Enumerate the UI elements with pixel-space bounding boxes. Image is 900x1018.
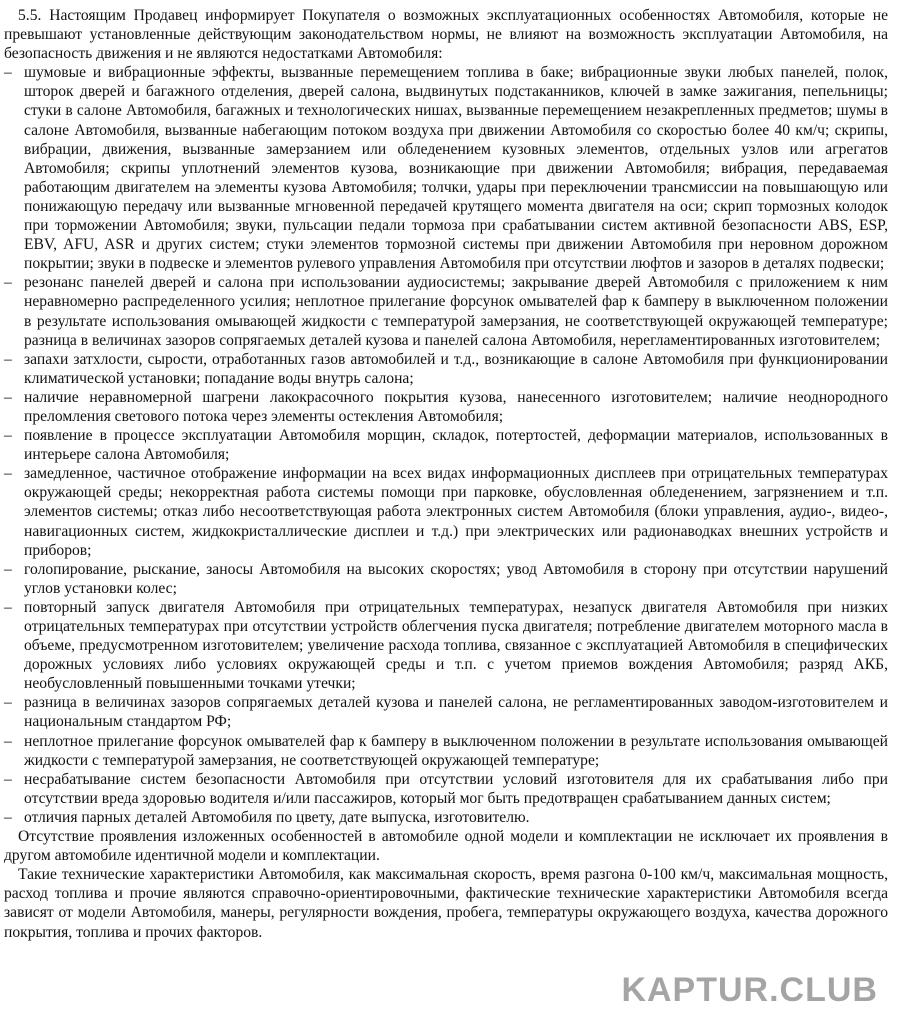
list-item: – наличие неравномерной шагрени лакокрасочного покрытия кузова, нанесенного изготовителем; наличие неоднородного преломления светового потока через элементы остекления Автомобиля; [4, 388, 888, 426]
list-item: – несрабатывание систем безопасности Автомобиля при отсутствии условий изготовителя для их срабатывания либо при отсутствии вреда здоровью водителя и/или пассажиров, который мог быть предотвращен срабатыванием данных систем; [4, 770, 888, 808]
outro-paragraph-1: Отсутствие проявления изложенных особенностей в автомобиле одной модели и комплектации не исключает их проявления в другом автомобиле идентичной модели и комплектации. [4, 828, 888, 865]
list-item: – разница в величинах зазоров сопрягаемых деталей кузова и панелей салона, не регламентированных заводом-изготовителем и национальным стандартом РФ; [4, 693, 888, 731]
list-item: – повторный запуск двигателя Автомобиля при отрицательных температурах, незапуск двигателя Автомобиля при низких отрицательных температурах при отсутствии устройств облегчения пуска двигателя; потребление двигателем моторного масла в объеме, предусмотренном изготовителем; увеличение расхода топлива, связанное с эксплуатацией Автомобиля в специфических дорожных условиях либо условиях окружающей среды и т.п. с учетом приемов вождения Автомобиля; разряд АКБ, необусловленный повышенными точками утечки; [4, 598, 888, 693]
list-item: – замедленное, частичное отображение информации на всех видах информационных дисплеев при отрицательных температурах окружающей среды; некорректная работа системы помощи при парковке, обусловленная обледенением, загрязнением и т.п. элементов системы; отказ либо несоответствующая работа электронных систем Автомобиля (блоки управления, аудио-, видео-, навигационных систем, жидкокристаллические дисплеи и т.д.) при электрических или радионаводках внешних устройств и приборов; [4, 464, 888, 559]
list-item: – запахи затхлости, сырости, отработанных газов автомобилей и т.д., возникающие в салоне Автомобиля при функционировании климатической установки; попадание воды внутрь салона; [4, 350, 888, 388]
clause-intro: 5.5. Настоящим Продавец информирует Покупателя о возможных эксплуатационных особенностях Автомобиля, которые не превышают установленные действующим законодательством нормы, не влияют на возможность эксплуатации Автомобиля, на безопасность движения и не являются недостатками Автомобиля: [4, 7, 888, 63]
list-item: – отличия парных деталей Автомобиля по цвету, дате выпуска, изготовителю. [4, 808, 888, 827]
list-item: – неплотное прилегание форсунок омывателей фар к бамперу в выключенном положении в результате использования омывающей жидкости с температурой замерзания, не соответствующей окружающей температуре; [4, 732, 888, 770]
list-item: – голопирование, рыскание, заносы Автомобиля на высоких скоростях; увод Автомобиля в сторону при отсутствии нарушений углов установки колес; [4, 560, 888, 598]
watermark-brand: KAPTUR [621, 971, 770, 1009]
list-item: – шумовые и вибрационные эффекты, вызванные перемещением топлива в баке; вибрационные звуки любых панелей, полок, шторок дверей и багажного отделения, дверей салона, выдвинутых подстаканников, ключей в замке зажигания, пепельницы; стуки в салоне Автомобиля, багажных и технологических нишах, вызванные перемещением незакрепленных предметов; шумы в салоне Автомобиля, вызванные набегающим потоком воздуха при движении Автомобиля со скоростью более 40 км/ч; скрипы, вибрации, движения, вызванные замерзанием или обледенением кузовных элементов, отдельных узлов или агрегатов Автомобиля; скрипы уплотнений элементов кузова, возникающие при движении Автомобиля; вибрация, передаваемая работающим двигателем на элементы кузова Автомобиля; толчки, удары при переключении трансмиссии на повышающую или понижающую передачу или вызванные мгновенной передачей крутящего момента двигателя на оси; скрип тормозных колодок при торможении Автомобиля; звуки, пульсации педали тормоза при срабатывании систем активной безопасности ABS, ESP, EBV, AFU, ASR и других систем; стуки элементов тормозной системы при движении Автомобиля при неровном дорожном покрытии; звуки в подвеске и элементов рулевого управления Автомобиля при отсутствии люфтов и зазоров в деталях подвески; [4, 63, 888, 273]
features-list [4, 63, 888, 827]
list-item: – резонанс панелей дверей и салона при использовании аудиосистемы; закрывание дверей Автомобиля с приложением к ним неравномерно распределенного усилия; неплотное прилегание форсунок омывателей фар к бамперу в выключенном положении в результате использования омывающей жидкости с температурой замерзания, не соответствующей окружающей температуре; разница в величинах зазоров сопрягаемых деталей кузова и панелей салона Автомобиля, нерегламентированных изготовителем; [4, 273, 888, 349]
watermark-suffix: .CLUB [769, 971, 878, 1009]
list-item: – появление в процессе эксплуатации Автомобиля морщин, складок, потертостей, деформации материалов, использованных в интерьере салона Автомобиля; [4, 426, 888, 464]
site-watermark-logo [621, 971, 878, 1010]
outro-paragraph-2: Такие технические характеристики Автомобиля, как максимальная скорость, время разгона 0-100 км/ч, максимальная мощность, расход топлива и прочие являются справочно-ориентировочными, фактические технические характеристики Автомобиля всегда зависят от модели Автомобиля, манеры, регулярности вождения, пробега, температуры окружающего воздуха, качества дорожного покрытия, топлива и прочих факторов. [4, 866, 888, 941]
document-page [4, 0, 888, 942]
